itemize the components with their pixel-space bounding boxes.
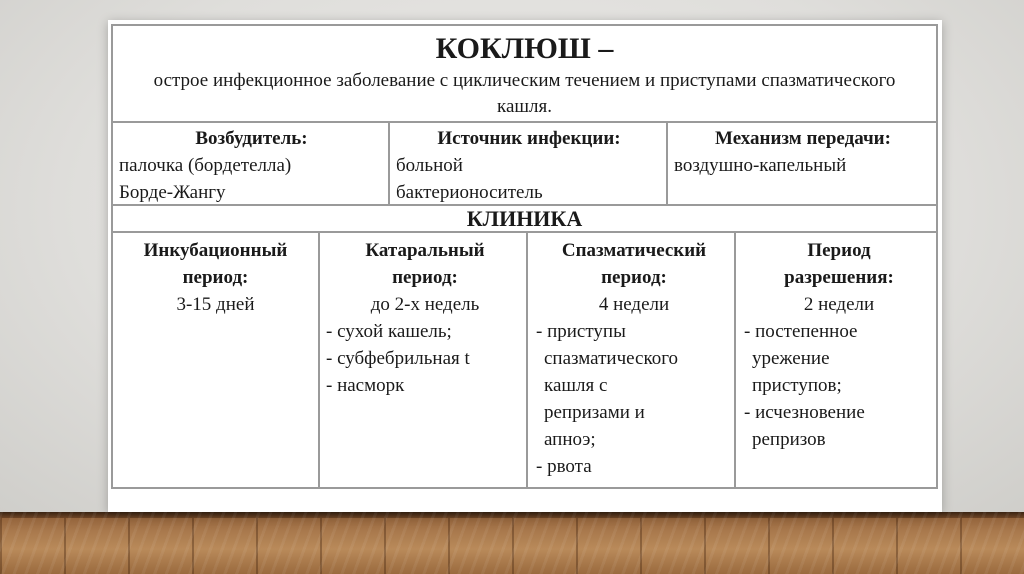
period-header: период:	[392, 267, 458, 288]
source-line: больной	[396, 155, 463, 176]
symptom-item: урежение	[752, 348, 830, 369]
incubation-period-cell	[113, 237, 318, 318]
period-header: период:	[601, 267, 667, 288]
period-duration: до 2-х недель	[370, 294, 480, 315]
catarrhal-period-cell	[326, 237, 524, 399]
pathogen-line: палочка (бордетелла)	[119, 155, 292, 176]
period-header: Инкубационный	[143, 240, 288, 261]
symptom-item: - субфебрильная t	[326, 348, 470, 369]
symptom-item: апноэ;	[544, 429, 596, 450]
divider-line	[388, 121, 390, 206]
divider-line	[113, 121, 936, 123]
spasmodic-period-cell	[536, 237, 732, 480]
period-duration: 3-15 дней	[176, 294, 255, 315]
page-title: КОКЛЮШ –	[435, 32, 614, 65]
symptom-item: - насморк	[326, 375, 405, 396]
symptom-item: приступов;	[752, 375, 842, 396]
symptom-item: репризов	[752, 429, 826, 450]
clinic-title: КЛИНИКА	[466, 206, 583, 231]
divider-line	[666, 121, 668, 206]
divider-line	[734, 231, 736, 487]
symptom-item: - сухой кашель;	[326, 321, 452, 342]
transmission-header: Механизм передачи:	[715, 128, 891, 149]
period-header: Катаральный	[365, 240, 485, 261]
divider-line	[526, 231, 528, 487]
pathogen-header: Возбудитель:	[195, 128, 308, 149]
symptom-item: - рвота	[536, 456, 592, 477]
page-subtitle: острое инфекционное заболевание с циклическим течением и приступами спазматического кашля.	[153, 70, 896, 117]
divider-line	[318, 231, 320, 487]
symptom-item: - постепенное	[744, 321, 858, 342]
info-table	[111, 24, 938, 489]
source-cell	[396, 125, 662, 206]
symptom-item: спазматического	[544, 348, 679, 369]
transmission-line: воздушно-капельный	[674, 155, 847, 176]
resolution-period-cell	[744, 237, 934, 453]
period-duration: 4 недели	[598, 294, 670, 315]
symptom-item: - приступы	[536, 321, 626, 342]
symptom-item: кашля с	[544, 375, 608, 396]
period-duration: 2 недели	[803, 294, 875, 315]
symptom-item: - исчезновение	[744, 402, 865, 423]
period-header: Спазматический	[561, 240, 707, 261]
wooden-floor	[0, 512, 1024, 574]
source-line: бактерионоситель	[396, 182, 543, 203]
source-header: Источник инфекции:	[437, 128, 621, 149]
transmission-cell	[674, 125, 932, 179]
pathogen-line: Борде-Жангу	[119, 182, 226, 203]
slide	[108, 20, 942, 512]
symptom-item: репризами и	[544, 402, 645, 423]
period-header: разрешения:	[784, 267, 894, 288]
pathogen-cell	[119, 125, 384, 206]
period-header: период:	[182, 267, 249, 288]
period-header: Период	[807, 240, 871, 261]
